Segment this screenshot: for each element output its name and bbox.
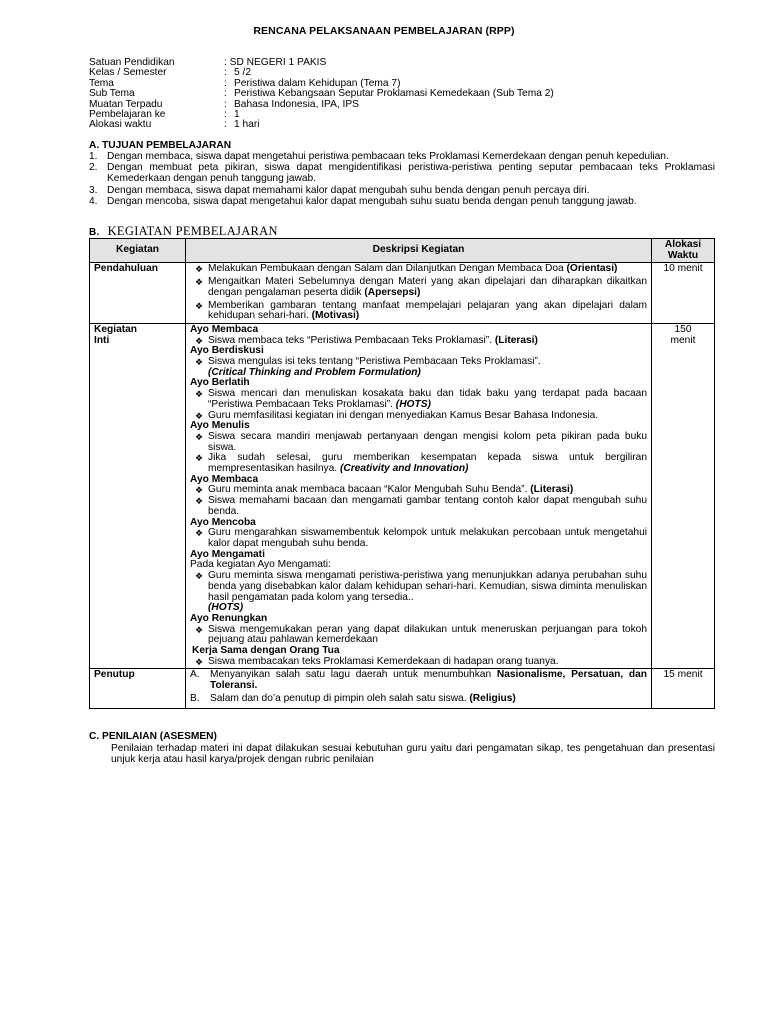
list-item: ❖ Jika sudah selesai, guru memberikan kesempatan kepada siswa untuk bergiliran mempresentasikan hasilnya. (Creativity and Innovation) [190,453,647,474]
identity-row: Kelas / Semester : 5 /2 [89,67,251,79]
table-row [90,263,715,324]
list-item: B. Salam dan do’a penutup di pimpin oleh salah satu siswa. (Religius) [190,692,516,704]
list-item: ❖ Mengaitkan Materi Sebelumnya dengan Materi yang akan dipelajari dan diharapkan dikaitkan dengan pengalaman peserta didik (Apersepsi) [190,277,647,298]
objectives-list [89,151,715,207]
diamond-bullet-icon: ❖ [194,571,204,582]
list-item: ❖ Siswa mencari dan menuliskan kosakata baku dan tidak baku yang terdapat pada bacaan “Peristiwa Pembacaan Teks Proklamasi”. (HOTS) [190,389,647,410]
list-item: ❖ Guru meminta anak membaca bacaan “Kalor Mengubah Suhu Benda”. (Literasi) [190,485,647,496]
list-item: ❖ Melakukan Pembukaan dengan Salam dan Dilanjutkan Dengan Membaca Doa (Orientasi) [190,264,647,275]
list-item: 3. Dengan membaca, siswa dapat memahami kalor dapat mengubah suhu benda dengan penuh percaya diri. [89,184,590,196]
identity-row: Sub Tema : Peristiwa Kebangsaan Seputar Proklamasi Kemedekaan (Sub Tema 2) [89,88,554,100]
list-item: 1. Dengan membaca, siswa dapat mengetahui peristiwa pembacaan teks Proklamasi Kemerdekaan dengan penuh kepedulian. [89,151,669,162]
identity-row: Pembelajaran ke : 1 [89,108,240,120]
header-alokasi: Alokasi Waktu [652,239,715,263]
list-item: ❖ Memberikan gambaran tentang manfaat mempelajari pelajaran yang akan dipelajari dalam kehidupan sehari-hari. (Motivasi) [190,301,647,322]
header-kegiatan: Kegiatan [90,239,186,263]
diamond-bullet-icon: ❖ [194,389,204,400]
row-label: Penutup [90,669,186,709]
list-item: ❖ Siswa memahami bacaan dan mengamati gambar tentang contoh kalor dapat mengubah suhu benda. [190,496,647,517]
list-item: 2. Dengan membuat peta pikiran, siswa dapat mengidentifikasi peristiwa-peristiwa penting seputar pembacaan teks Proklamasi Kemederkaan dengan penuh tanggung jawab. [89,162,715,185]
row-label: Kegiatan Inti [90,323,186,669]
row-time: 150 menit [652,323,715,669]
list-item: ❖ Siswa membacakan teks Proklamasi Kemerdekaan di hadapan orang tuanya. [190,657,647,668]
identity-row: Tema : Peristiwa dalam Kehidupan (Tema 7) [89,77,401,89]
section-c [89,731,715,766]
diamond-bullet-icon: ❖ [194,453,204,464]
row-time: 15 menit [652,669,715,709]
header-deskripsi: Deskripsi Kegiatan [186,239,652,263]
section-b-heading: B. KEGIATAN PEMBELAJARAN [89,224,278,238]
table-row [90,323,715,669]
diamond-bullet-icon: ❖ [194,528,204,539]
diamond-bullet-icon: ❖ [194,410,204,421]
list-item: A. Menyanyikan salah satu lagu daerah untuk menumbuhkan Nasionalisme, Persatuan, dan Toleransi. [190,669,647,692]
assessment-text: Penilaian terhadap materi ini dapat dilakukan sesuai kebutuhan guru yaitu dari pengamatan sikap, tes pengetahuan dan presentasi unjuk kerja atau hasil karya/projek dengan rubric penilaian [111,743,715,766]
list-item: ❖ Siswa secara mandiri menjawab pertanyaan dengan mengisi kolom peta pikiran pada buku siswa. [190,432,647,453]
list-item: ❖ Siswa membaca teks “Peristiwa Pembacaan Teks Proklamasi”. (Literasi) [190,336,647,347]
list-item: ❖ Guru mengarahkan siswamembentuk kelompok untuk melakukan percobaan untuk mengetahui kalor dapat mengubah suhu benda. [190,528,647,549]
identity-block [89,57,554,130]
table-row [90,669,715,709]
list-item: ❖ Guru meminta siswa mengamati peristiwa-peristiwa yang menunjukkan adanya perubahan suhu benda yang disebabkan kalor dalam kehidupan sehari-hari. Kemudian, siswa diminta menuliskan hasil pengamatan pada kolom yang tersedia.. (HOTS) [190,571,647,614]
diamond-bullet-icon: ❖ [194,431,204,442]
list-item: ❖ Siswa mengulas isi teks tentang “Peristiwa Pembacaan Teks Proklamasi”. (Critical Thinking and Problem Formulation) [190,357,647,378]
activities-table [89,238,715,709]
diamond-bullet-icon: ❖ [194,624,204,635]
row-description [186,263,652,324]
section-c-heading: C. PENILAIAN (ASESMEN) [89,731,217,742]
diamond-bullet-icon: ❖ [194,485,204,496]
diamond-bullet-icon: ❖ [194,277,204,288]
diamond-bullet-icon: ❖ [194,357,204,368]
section-a-heading: A. TUJUAN PEMBELAJARAN [89,140,232,151]
identity-row: Alokasi waktu : 1 hari [89,119,260,131]
diamond-bullet-icon: ❖ [194,264,204,275]
list-item: ❖ Siswa mengemukakan peran yang dapat dilakukan untuk meneruskan perjuangan para tokoh pejuang atau pahlawan kemerdekaan [190,625,647,646]
diamond-bullet-icon: ❖ [194,656,204,667]
identity-row: Satuan Pendidikan : SD NEGERI 1 PAKIS [89,57,327,68]
identity-row: Muatan Terpadu : Bahasa Indonesia, IPA, IPS [89,98,359,110]
diamond-bullet-icon: ❖ [194,496,204,507]
diamond-bullet-icon: ❖ [194,335,204,346]
list-item: 4. Dengan mencoba, siswa dapat mengetahui kalor dapat mengubah suhu suatu benda dengan penuh tanggung jawab. [89,195,637,207]
table-header-row [90,239,715,263]
document-title: RENCANA PELAKSANAAN PEMBELAJARAN (RPP) [253,25,515,37]
diamond-bullet-icon: ❖ [194,300,204,311]
row-time: 10 menit [652,263,715,324]
row-description [186,669,652,709]
list-item: ❖ Guru memfasilitasi kegiatan ini dengan menyediakan Kamus Besar Bahasa Indonesia. [190,411,647,422]
row-label: Pendahuluan [90,263,186,324]
row-description: Ayo Membaca ❖ Siswa membaca teks “Peristiwa Pembacaan Teks Proklamasi”. (Literasi) Ayo Berdiskusi ❖ Siswa mengulas isi teks tentang “Peristiwa Pembacaan Teks Proklamasi”. (Critical Thinking and Problem Formulation) Ayo Berlatih ❖ Siswa mencari dan menuliskan kosakata baku dan tidak baku yang terdapat pada bacaan “Peristiwa Pembacaan Teks Proklamasi”. (HOTS) ❖ Guru memfasilitasi kegiatan ini dengan menyediakan Kamus Besar Bahasa Indonesia. Ayo Menulis ❖ Siswa secara mandiri menjawab pertanyaan dengan mengisi kolom peta pikiran pada buku siswa. ❖ Jika sudah selesai, guru memberikan kesempatan kepada siswa untuk bergiliran mempresentasikan hasilnya. (Creativity and Innovation) Ayo Membaca ❖ Guru meminta anak membaca bacaan “Kalor Mengubah Suhu Benda”. (Literasi) ❖ Siswa memahami bacaan dan mengamati gambar tentang contoh kalor dapat mengubah suhu benda. Ayo Mencoba ❖ Guru mengarahkan siswamembentuk kelompok untuk melakukan percobaan untuk mengetahui kalor dapat mengubah suhu benda. Ayo Mengamati Pada kegiatan Ayo Mengamati: ❖ Guru meminta siswa mengamati peristiwa-peristiwa yang menunjukkan adanya perubahan suhu benda yang disebabkan kalor dalam kehidupan sehari-hari. Kemudian, siswa diminta menuliskan hasil pengamatan pada kolom yang tersedia.. (HOTS) Ayo Renungkan ❖ Siswa mengemukakan peran yang dapat dilakukan untuk meneruskan perjuangan para tokoh pejuang atau pahlawan kemerdekaan Kerja Sama dengan Orang Tua ❖ Siswa membacakan teks Proklamasi Kemerdekaan di hadapan orang tuanya. [186,323,652,669]
